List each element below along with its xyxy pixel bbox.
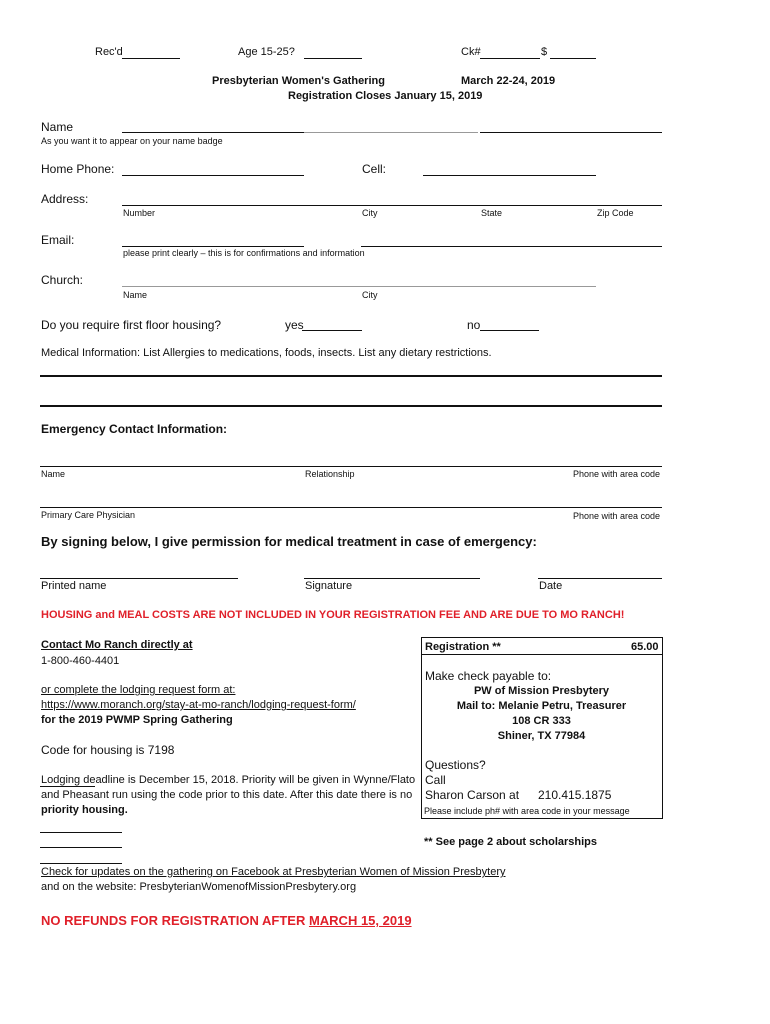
include-phone-note: Please include ph# with area code in your message [424,806,630,816]
no-refunds-notice [41,913,412,928]
age-field[interactable] [304,58,362,59]
ck-field[interactable] [480,58,540,59]
printed-name-label: Printed name [41,580,107,592]
signature-label: Signature [305,580,353,592]
treasurer-city: Shiner, TX 77984 [497,730,586,742]
address-city-label: City [362,208,378,218]
church-city-label: City [362,290,378,300]
event-title: Presbyterian Women's Gathering [212,75,385,87]
scholarships-note: ** See page 2 about scholarships [424,836,598,848]
mo-ranch-phone: 1-800-460-4401 [41,655,120,667]
address-field[interactable] [122,205,662,206]
gathering-reference: for the 2019 PWMP Spring Gathering [41,714,233,726]
address-label: Address: [41,192,89,206]
recd-field[interactable] [122,58,180,59]
name-hint: As you want it to appear on your name badge [41,136,223,146]
cell-label: Cell: [362,162,387,176]
payable-label: Make check payable to: [425,669,552,683]
blank-line-3 [40,863,122,864]
lodging-deadline-line3: priority housing. [41,804,128,816]
physician-label: Primary Care Physician [41,510,136,520]
date-field[interactable] [538,578,662,579]
last-name-field[interactable] [480,132,662,133]
registration-row-divider [421,654,662,655]
name-divider [304,132,478,133]
printed-name-field[interactable] [40,578,238,579]
yes-label: yes [285,318,304,332]
emergency-name-label: Name [41,469,66,479]
signature-field[interactable] [304,578,480,579]
dollar-label: $ [541,46,548,58]
no-field[interactable] [480,330,539,331]
questions-label: Questions? [425,758,486,772]
deadline-underline [40,786,95,787]
recd-label: Rec'd [95,46,123,58]
yes-field[interactable] [302,330,362,331]
medical-label: Medical Information: List Allergies to medications, foods, insects. List any dietary restrictions. [41,347,492,359]
home-phone-label: Home Phone: [41,162,115,176]
physician-phone-label: Phone with area code [573,511,661,521]
medical-field-1[interactable] [40,375,662,377]
name-label: Name [41,120,74,134]
payee-org: PW of Mission Presbytery [473,685,610,697]
housing-code: Code for housing is 7198 [41,743,175,757]
contact-phone: 210.415.1875 [538,788,612,802]
emergency-contact-field[interactable] [40,466,662,467]
ck-label: Ck# [461,46,481,58]
first-floor-question: Do you require first floor housing? [41,318,222,332]
event-dates: March 22-24, 2019 [461,75,556,87]
email-label: Email: [41,233,75,247]
call-label: Call [425,773,446,787]
medical-field-2[interactable] [40,405,662,407]
registration-fee-amount: 65.00 [631,641,659,653]
blank-line-1 [40,832,122,833]
lodging-form-intro: or complete the lodging request form at: [41,684,236,696]
email-field-part1[interactable] [122,246,304,247]
address-number-label: Number [123,208,156,218]
no-label: no [467,318,481,332]
first-name-field[interactable] [122,132,304,133]
cell-field[interactable] [423,175,596,176]
updates-line2: and on the website: PresbyterianWomenofMissionPresbytery.org [41,881,357,893]
refund-deadline: MARCH 15, 2019 [308,913,412,928]
housing-notice: HOUSING and MEAL COSTS ARE NOT INCLUDED IN YOUR REGISTRATION FEE AND ARE DUE TO MO RANCH! [41,609,625,621]
home-phone-field[interactable] [122,175,304,176]
address-zip-label: Zip Code [597,208,634,218]
lodging-deadline-line2: and Pheasant run using the code prior to this date. After this date there is no [41,789,413,801]
church-name-label: Name [123,290,148,300]
treasurer-name: Mail to: Melanie Petru, Treasurer [456,700,627,712]
church-field[interactable] [122,286,596,287]
physician-field[interactable] [40,507,662,508]
email-hint: please print clearly – this is for confirmations and information [123,248,365,258]
lodging-deadline-line1: Lodging deadline is December 15, 2018. Priority will be given in Wynne/Flato [41,774,416,786]
contact-mo-ranch: Contact Mo Ranch directly at [41,639,193,651]
no-refunds-text: NO REFUNDS FOR REGISTRATION AFTER [41,913,309,928]
address-state-label: State [481,208,503,218]
church-label: Church: [41,273,84,287]
lodging-form-link[interactable]: https://www.moranch.org/stay-at-mo-ranch/lodging-request-form/ [41,699,356,711]
treasurer-street: 108 CR 333 [512,715,571,727]
registration-fee-label: Registration ** [425,641,501,653]
emergency-relationship-label: Relationship [305,469,355,479]
updates-line1: Check for updates on the gathering on Facebook at Presbyterian Women of Mission Presbytery [41,866,506,878]
emergency-phone-label: Phone with area code [573,469,661,479]
age-label: Age 15-25? [238,46,295,58]
blank-line-2 [40,847,122,848]
date-label: Date [539,580,563,592]
registration-closes: Registration Closes January 15, 2019 [288,90,483,102]
consent-text: By signing below, I give permission for medical treatment in case of emergency: [41,534,537,549]
email-field-part2[interactable] [361,246,662,247]
contact-person: Sharon Carson at [425,788,520,802]
emergency-title: Emergency Contact Information: [41,422,228,436]
amount-field[interactable] [550,58,596,59]
